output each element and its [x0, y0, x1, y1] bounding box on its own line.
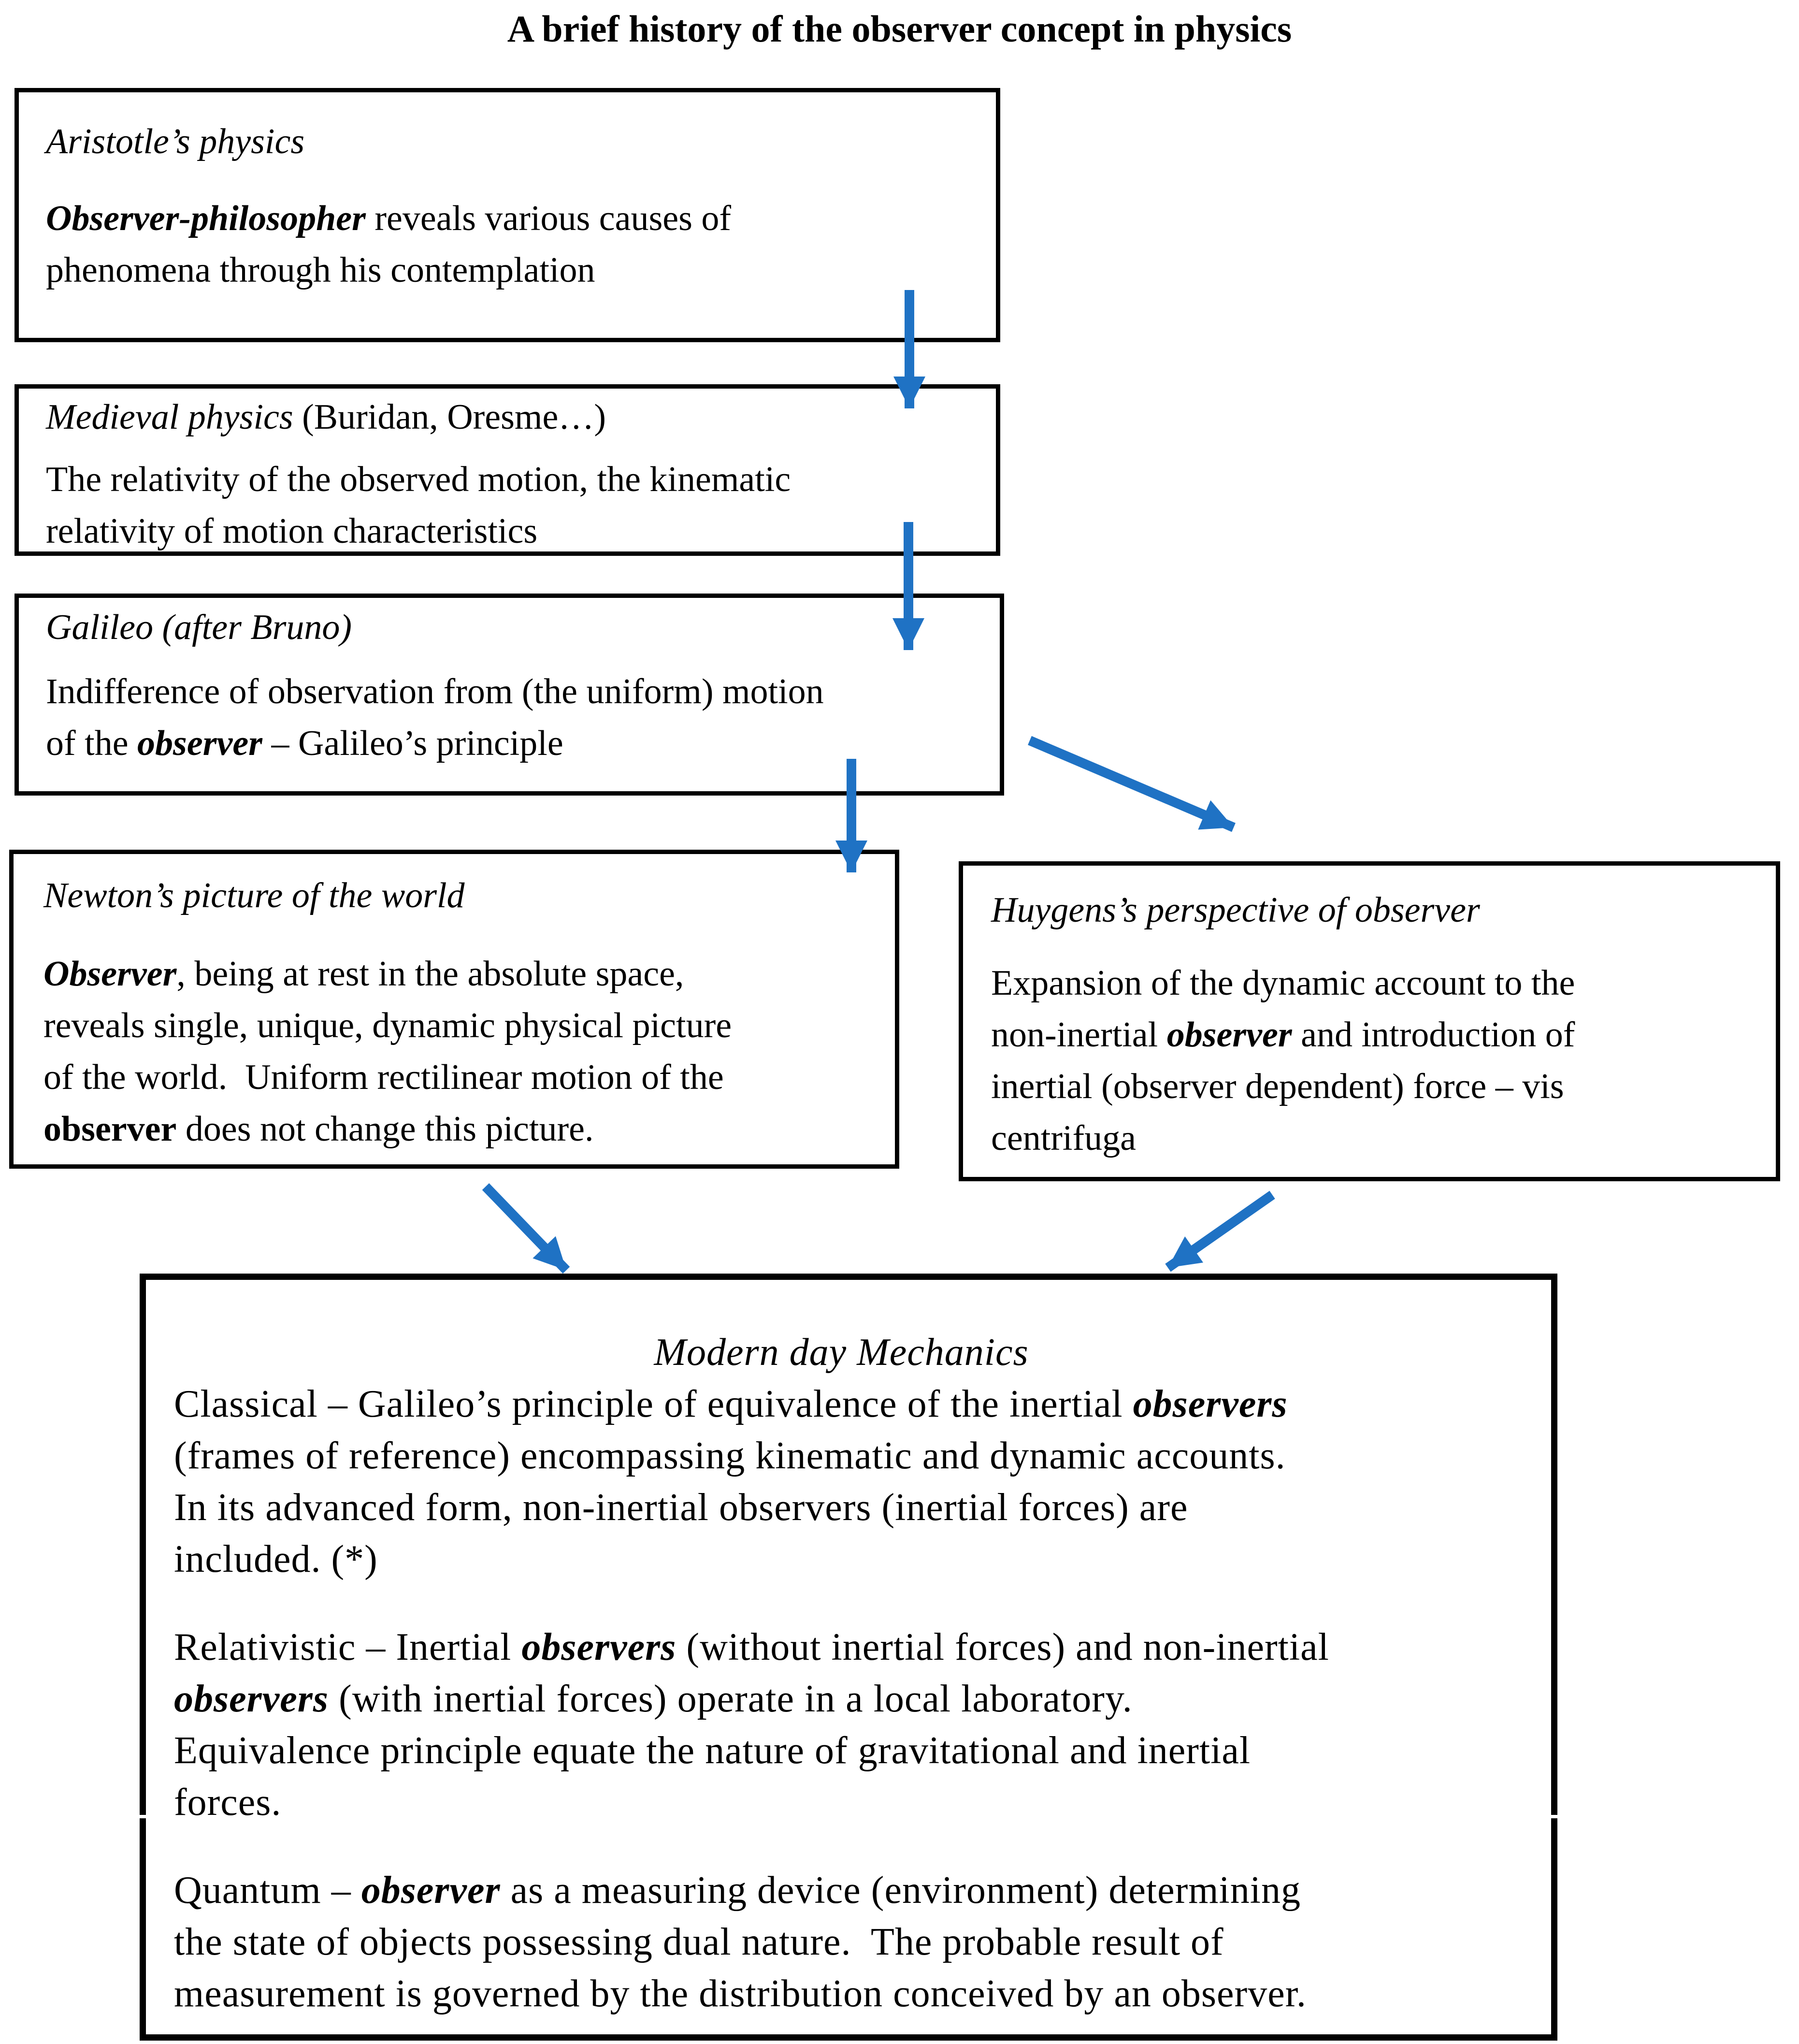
text-run: Observer-philosopher	[46, 199, 366, 238]
text-run: Modern day Mechanics	[654, 1331, 1029, 1374]
box-newton-body	[43, 948, 880, 1155]
text-run: Huygens’s perspective of observer	[991, 890, 1480, 930]
text-run: observers	[174, 1678, 329, 1720]
text-run: of the	[46, 724, 138, 763]
text-run: The relativity of the observed motion, the kinematic	[46, 460, 791, 499]
text-run: (frames of reference) encompassing kinematic and dynamic accounts.	[174, 1435, 1286, 1477]
text-run: relativity of motion characteristics	[46, 511, 538, 551]
text-run: reveals single, unique, dynamic physical picture	[43, 1006, 732, 1045]
text-run: the state of objects possessing dual nature. The probable result of	[174, 1921, 1224, 1963]
box-huygens-heading	[991, 884, 1761, 936]
text-run: reveals various causes of	[365, 199, 732, 238]
text-run: observers	[1133, 1383, 1288, 1425]
text-run: Relativistic – Inertial	[174, 1626, 522, 1668]
text-run: observer	[361, 1869, 501, 1912]
text-run: observer	[43, 1109, 177, 1149]
text-run: included. (*)	[174, 1538, 378, 1580]
text-run: Medieval physics	[46, 397, 293, 437]
box-aristotle	[14, 88, 1000, 342]
box-modern-paragraph-quantum	[174, 1865, 1537, 2020]
text-run: (Buridan, Oresme…)	[293, 397, 606, 437]
arrow-newton-to-modern	[486, 1187, 566, 1270]
text-run: forces.	[174, 1781, 282, 1824]
box-modern-heading	[174, 1327, 1537, 1378]
arrow-galileo-to-huygens	[1030, 740, 1234, 827]
text-run: – Galileo’s principle	[262, 724, 563, 763]
text-run: measurement is governed by the distribution conceived by an observer.	[174, 1972, 1307, 2015]
box-galileo-body	[46, 666, 980, 769]
text-run: Indifference of observation from (the uniform) motion	[46, 672, 824, 711]
arrow-huygens-to-modern	[1168, 1195, 1272, 1268]
text-run: centrifuga	[991, 1118, 1136, 1158]
text-run: , being at rest in the absolute space,	[176, 954, 684, 994]
text-run: does not change this picture.	[176, 1109, 594, 1149]
box-galileo	[14, 594, 1004, 796]
text-run: as a measuring device (environment) determining	[500, 1869, 1301, 1912]
box-medieval-body	[46, 454, 977, 557]
text-run: Galileo (after Bruno)	[46, 608, 352, 647]
page-seam-right	[1550, 1815, 1559, 1818]
text-run: Newton’s picture of the world	[43, 876, 465, 915]
box-modern-paragraph-classical	[174, 1378, 1537, 1585]
text-run: Quantum –	[174, 1869, 361, 1912]
box-huygens	[959, 861, 1780, 1181]
text-run: of the world. Uniform rectilinear motion of the	[43, 1058, 724, 1097]
text-run: Expansion of the dynamic account to the	[991, 963, 1575, 1003]
text-run: Classical – Galileo’s principle of equivalence of the inertial	[174, 1383, 1133, 1425]
box-aristotle-heading	[46, 116, 977, 168]
box-newton-heading	[43, 870, 880, 922]
text-run: Observer	[43, 954, 177, 994]
text-run: Aristotle’s physics	[46, 122, 305, 161]
page-seam-left	[138, 1815, 147, 1818]
text-run: and introduction of	[1292, 1015, 1575, 1055]
text-run: inertial (observer dependent) force – vis	[991, 1067, 1564, 1106]
box-medieval	[14, 384, 1000, 556]
text-run: Equivalence principle equate the nature of gravitational and inertial	[174, 1729, 1251, 1772]
text-run: (without inertial forces) and non-inertial	[676, 1626, 1329, 1668]
box-modern	[140, 1274, 1557, 2041]
box-modern-paragraph-relativistic	[174, 1622, 1537, 1828]
text-run: non-inertial	[991, 1015, 1167, 1055]
text-run: phenomena through his contemplation	[46, 250, 595, 290]
box-aristotle-body	[46, 193, 977, 296]
diagram-title: A brief history of the observer concept in physics	[507, 8, 1292, 50]
box-medieval-heading	[46, 391, 977, 443]
text-run: observer	[1166, 1015, 1292, 1055]
text-run: (with inertial forces) operate in a local laboratory.	[329, 1678, 1133, 1720]
text-run: In its advanced form, non-inertial observers (inertial forces) are	[174, 1486, 1188, 1529]
box-galileo-heading	[46, 602, 980, 653]
text-run: observers	[521, 1626, 676, 1668]
box-newton	[9, 850, 899, 1169]
box-huygens-body	[991, 957, 1761, 1164]
text-run: observer	[137, 724, 262, 763]
